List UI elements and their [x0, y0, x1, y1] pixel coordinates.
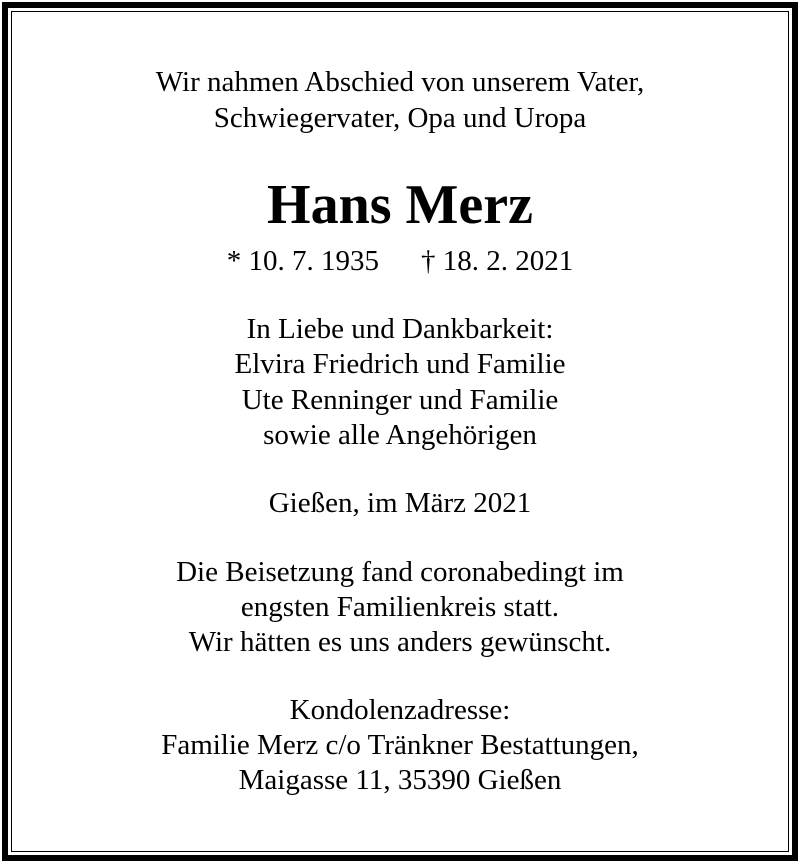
deceased-name: Hans Merz [267, 174, 533, 236]
funeral-note-line-1: Die Beisetzung fand coronabedingt im [176, 556, 624, 588]
condolence-line-1: Kondolenzadresse: [289, 694, 511, 726]
funeral-note-line-2: engsten Familienkreis statt. [240, 591, 560, 623]
intro-line-2: Schwiegervater, Opa und Uropa [213, 102, 587, 134]
life-dates [0, 244, 800, 278]
place-date: Gießen, im März 2021 [268, 487, 532, 519]
mourners-line-2: Elvira Friedrich und Familie [234, 348, 566, 380]
birth-date: * 10. 7. 1935 [226, 245, 379, 277]
condolence-line-2: Familie Merz c/o Tränkner Bestattungen, [161, 729, 639, 761]
funeral-note-line-3: Wir hätten es uns anders gewünscht. [188, 626, 612, 658]
mourners-line-4: sowie alle Angehörigen [263, 419, 537, 451]
mourners-line-3: Ute Renninger und Familie [241, 384, 559, 416]
condolence-line-3: Maigasse 11, 35390 Gießen [238, 764, 562, 796]
mourners-line-1: In Liebe und Dankbarkeit: [246, 313, 554, 345]
death-date: † 18. 2. 2021 [421, 245, 574, 277]
intro-line-1: Wir nahmen Abschied von unserem Vater, [155, 66, 645, 98]
